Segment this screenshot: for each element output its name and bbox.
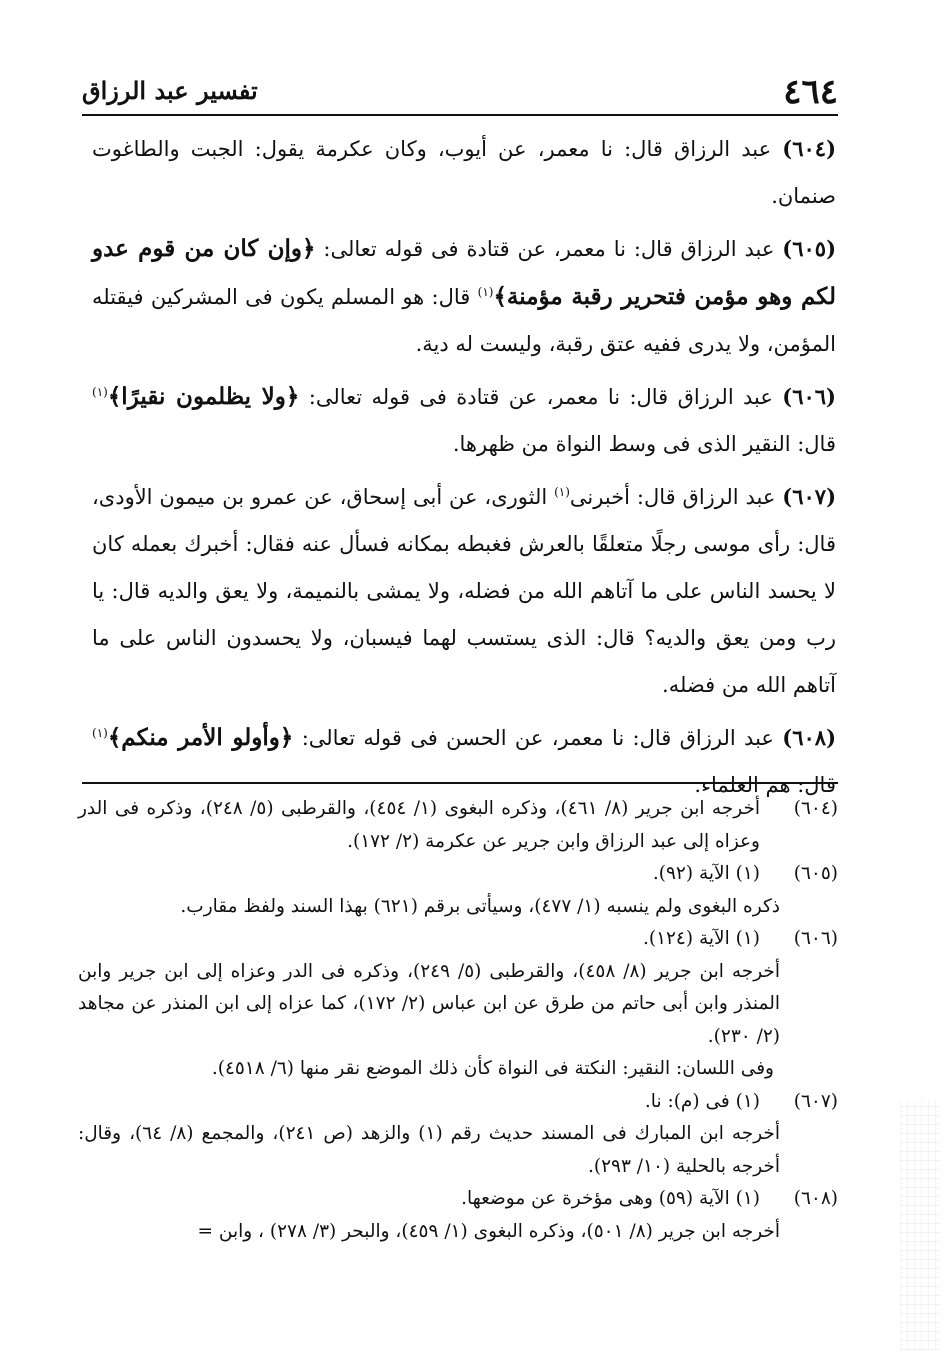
footnotes [78,793,838,1248]
entry-text: عبد الرزاق قال: نا معمر، عن قتادة فى قوله تعالى: [323,237,775,261]
footnote-604 [78,793,838,858]
footnote-ref: (١) [92,385,108,399]
footnote-label: (٦٠٤) [793,798,838,819]
quran-verse: ﴿ولا يظلمون نقيرًا﴾ [107,383,300,410]
footnote-text: (١) الآية (٥٩) وهى مؤخرة عن موضعها. [461,1188,760,1209]
entry-text: عبد الرزاق قال: نا معمر، عن قتادة فى قوله تعالى: [308,385,773,409]
entry-text: عبد الرزاق قال: نا معمر، عن أيوب، وكان عكرمة يقول: الجبت والطاغوت صنمان. [92,137,836,208]
footnote-label: (٦٠٨) [793,1188,838,1209]
entry-text: قال: النقير الذى فى وسط النواة من ظهرها. [452,432,836,456]
footnote-text: (١) الآية (١٢٤). [642,928,760,949]
footnote-text: أخرجه ابن المبارك فى المسند حديث رقم (١) والزهد (ص ٢٤١)، والمجمع (٨/ ٦٤)، وقال: أخرجه بالحلية (١٠/ ٢٩٣). [78,1123,780,1177]
entry-number: (٦٠٨) [782,725,836,750]
quran-verse: ﴿وأولو الأمر منكم﴾ [107,724,294,751]
footnote-label: (٦٠٥) [793,863,838,884]
footnote-607 [78,1086,838,1119]
footnote-label: (٦٠٦) [793,928,838,949]
entry-number: (٦٠٤) [782,136,836,161]
entry-606 [92,373,836,468]
footnote-605 [78,858,838,891]
footnote-ref: (١) [554,485,570,499]
footnote-label: (٦٠٧) [793,1090,838,1112]
entry-number: (٦٠٦) [782,384,836,409]
entry-number: (٦٠٥) [782,236,836,261]
main-text [92,125,836,814]
entry-text: قال: هو المسلم يكون فى المشركين فيقتله المؤمن، ولا يدرى ففيه عتق رقبة، وليست له دية. [92,285,836,356]
page-header [82,62,838,116]
footnote-ref: (١) [477,285,494,299]
entry-604 [92,125,836,220]
footnote-divider [82,782,838,784]
entry-text: عبد الرزاق قال: نا معمر، عن الحسن فى قوله تعالى: [301,726,774,750]
entry-text: قال: هم العلماء. [694,773,836,797]
footnote-text: ذكره البغوى ولم ينسبه (١/ ٤٧٧)، وسيأتى برقم (٦٢١) بهذا السند ولفظ مقارب. [180,895,780,917]
footnote-text: أخرجه ابن جرير (٨/ ٥٠١)، وذكره البغوى (١/ ٤٥٩)، والبحر (٣/ ٢٧٨) ، وابن = [197,1220,780,1242]
footnote-608 [78,1183,838,1216]
footnote-ref: (١) [92,726,108,740]
footnote-text: (١) الآية (٩٢). [652,863,760,884]
entry-number: (٦٠٧) [782,484,836,509]
entry-605 [92,225,836,368]
entry-text: الثورى، عن أبى إسحاق، عن عمرو بن ميمون الأودى، قال: رأى موسى رجلًا متعلقًا بالعرش فغبطه بمكانه فسأل عنه فقال: أخبرك بعمله كان لا يحسد الناس على ما آتاهم الله من فضله، ولا يمشى بالنميمة، ولا يعق والديه قال: يا رب ومن يعق والديه؟ قال: الذى يستسب لهما فيسبان، ولا يحسدون الناس على ما آتاهم الله من فضله. [92,485,836,697]
footnote-text: أخرجه ابن جرير (٨/ ٤٥٨)، والقرطبى (٥/ ٢٤٩)، وذكره فى الدر وعزاه إلى ابن جرير وابن المنذر وابن أبى حاتم من طرق عن ابن عباس (٢/ ١٧٢)، كما عزاه إلى ابن المنذر عن مجاهد (٢/ ٢٣٠). [78,960,780,1047]
footnote-text: أخرجه ابن جرير (٨/ ٤٦١)، وذكره البغوى (١/ ٤٥٤)، والقرطبى (٥/ ٢٤٨)، وذكره فى الدر وعزاه إلى عبد الرزاق وابن جرير عن عكرمة (٢/ ١٧٢). [78,798,761,852]
footnote-text: وفى اللسان: النقير: النكتة فى النواة كأن ذلك الموضع نقر منها (٦/ ٤٥١٨). [211,1058,774,1079]
entry-607 [92,473,836,709]
entry-text: عبد الرزاق قال: أخبرنى [569,485,776,509]
footnote-text: (١) فى (م): نا. [644,1090,760,1112]
footnote-606 [78,923,838,956]
page-number: ٤٦٤ [783,72,838,112]
quran-verse: ﴿وإن كان من قوم عدو لكم وهو مؤمن فتحرير رقبة مؤمنة﴾ [92,235,836,310]
scan-noise [900,1100,940,1350]
running-title: تفسير عبد الرزاق [82,76,258,105]
